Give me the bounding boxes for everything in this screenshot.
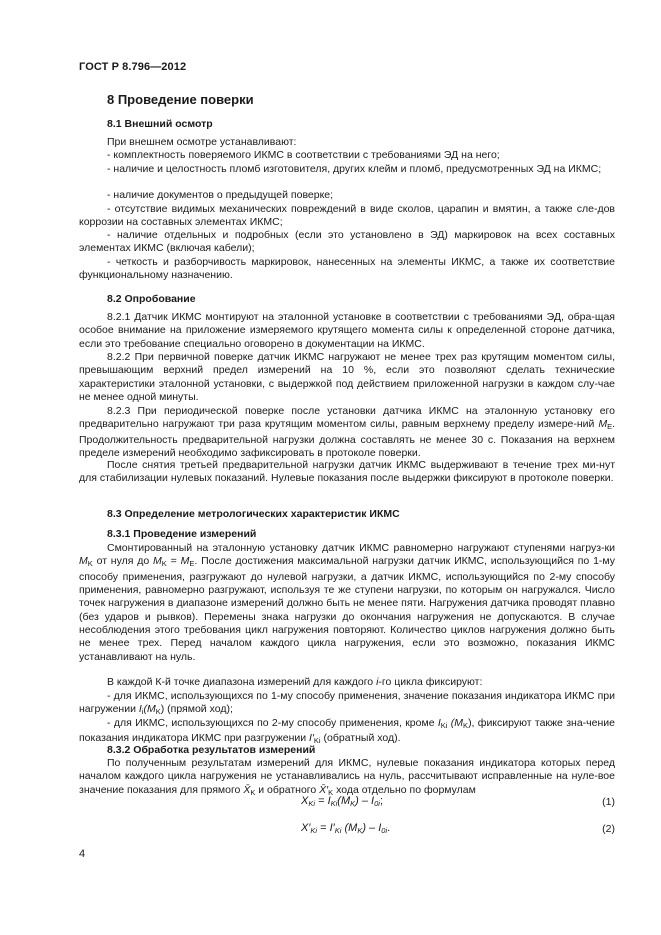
s81-item-1: - комплектность поверяемого ИКМС в соответствии с требованиями ЭД на него; [107,149,500,161]
s831-para-4: - для ИКМС, использующихся по 2-му способу применения, кроме $I_{Ki}$ $(M_K)$, фиксируют также зна-чение показания индикатора ИКМС при разгружении $I'_{Ki}$ (обратный ход). [79,717,615,746]
s81-item-4: - отсутствие видимых механических повреждений в виде сколов, царапин и вмятин, а также сле-дов коррозии на составных элементах ИКМС; [79,203,615,229]
section-8-1-title: 8.1 Внешний осмотр [107,118,213,130]
equation-number-1: (1) [602,796,615,808]
s82-para-2: 8.2.2 При первичной поверке датчик ИКМС нагружают не менее трех раз крутящим моментом силы, превышающим верхний предел измерений на 10 %, если это позволяют сделать технические характеристики эталонной установки, с выдержкой под действием приложенной нагрузки в каждом слу-чае не менее одной минуты. [79,351,615,404]
s831-para-3: - для ИКМС, использующихся по 1-му способу применения, значение показания индикатора ИКМС при нагружении $I_i(M_K)$ (прямой ход); [79,690,615,717]
s81-item-5: - наличие отдельных и подробных (если это установлено в ЭД) маркировок на всех составных элементах ИКМС (включая кабели); [79,229,615,255]
s831-para-2: В каждой К-й точке диапазона измерений для каждого i-го цикла фиксируют: [107,676,483,688]
document-header: ГОСТ Р 8.796—2012 [79,61,187,73]
equation-number-2: (2) [602,823,615,835]
formula-1: $X_{Ki} = I_{Ki}(M_K) - I_{0i}$; [301,795,383,808]
s81-item-3: - наличие документов о предыдущей поверке; [107,189,334,201]
s81-intro: При внешнем осмотре устанавливают: [107,136,297,148]
section-8-2-title: 8.2 Опробование [107,293,196,305]
s82-para-1: 8.2.1 Датчик ИКМС монтируют на эталонной установке в соответствии с требованиями ЭД, обра-щая особое внимание на приложение измеряемого крутящего момента силы к определенной стороне датчика, если это требование специально оговорено в документации на ИКМС. [79,311,615,350]
section-8-3-title: 8.3 Определение метрологических характеристик ИКМС [107,508,400,520]
s82-para-4: После снятия третьей предварительной нагрузки датчик ИКМС выдерживают в течение трех ми-нут для стабилизации нулевых показаний. Нулевые показания после выдержки фиксируют в протоколе поверки. [79,459,615,485]
s82-para-3: 8.2.3 При периодической поверке после установки датчика ИКМС на эталонную установку его предварительно нагружают три раза крутящим моментом силы, равным верхнему пределу измере-ний $M_E$. Продолжительность предварительной нагрузки должна составлять не менее 30 с. Показания на верхнем пределе измерений необходимо зафиксировать в протоколе поверки. [79,405,615,460]
s832-para-1: По полученным результатам измерений для ИКМС, нулевые показания индикатора которых перед началом каждого цикла нагружения не устанавливались на нуль, рассчитывают исправленные на нуле-вое значение показания для прямого $X̄_K$ и обратного $X̄'_K$ хода отдельно по формулам [79,757,615,797]
s831-para-1: Смонтированный на эталонную установку датчик ИКМС равномерно нагружают ступенями нагруз-ки $M_K$ от нуля до $M_K = M_E$. После достижения максимальной нагрузки датчик ИКМС, использующийся по 1-му способу применения, разгружают до нулевой нагрузки, а датчик ИКМС, использующийся по 2-му способу применения, равномерно разгружают, используя те же ступени нагрузки, по которым он нагружался. Число точек нагружения в диапазоне измерений должно быть не менее пяти. Нагружения датчика проводят плавно (без ударов и рывков). Перемены знака нагрузки до окончания нагружения не допускаются. В случае несоблюдения этого требования цикл нагружения повторяют. Количество циклов нагружения должно быть не менее трех. Перед началом каждого цикла нагружения, если это возможно, показания ИКМС устанавливают на нуль. [79,542,616,663]
page-number: 4 [79,848,86,860]
s81-item-2: - наличие и целостность пломб изготовителя, других клейм и пломб, предусмотренных ЭД на ИКМС; [107,163,602,175]
s81-item-6: - четкость и разборчивость маркировок, нанесенных на элементы ИКМС, а также их соответствие функциональному назначению. [79,256,615,282]
section-8-3-2-title: 8.3.2 Обработка результатов измерений [107,744,316,756]
formula-2: $X'_{Ki} = I'_{Ki}$ $(M_K) - I_{0i}$. [301,822,391,835]
section-8-title: 8 Проведение поверки [107,92,254,107]
section-8-3-1-title: 8.3.1 Проведение измерений [107,528,257,540]
